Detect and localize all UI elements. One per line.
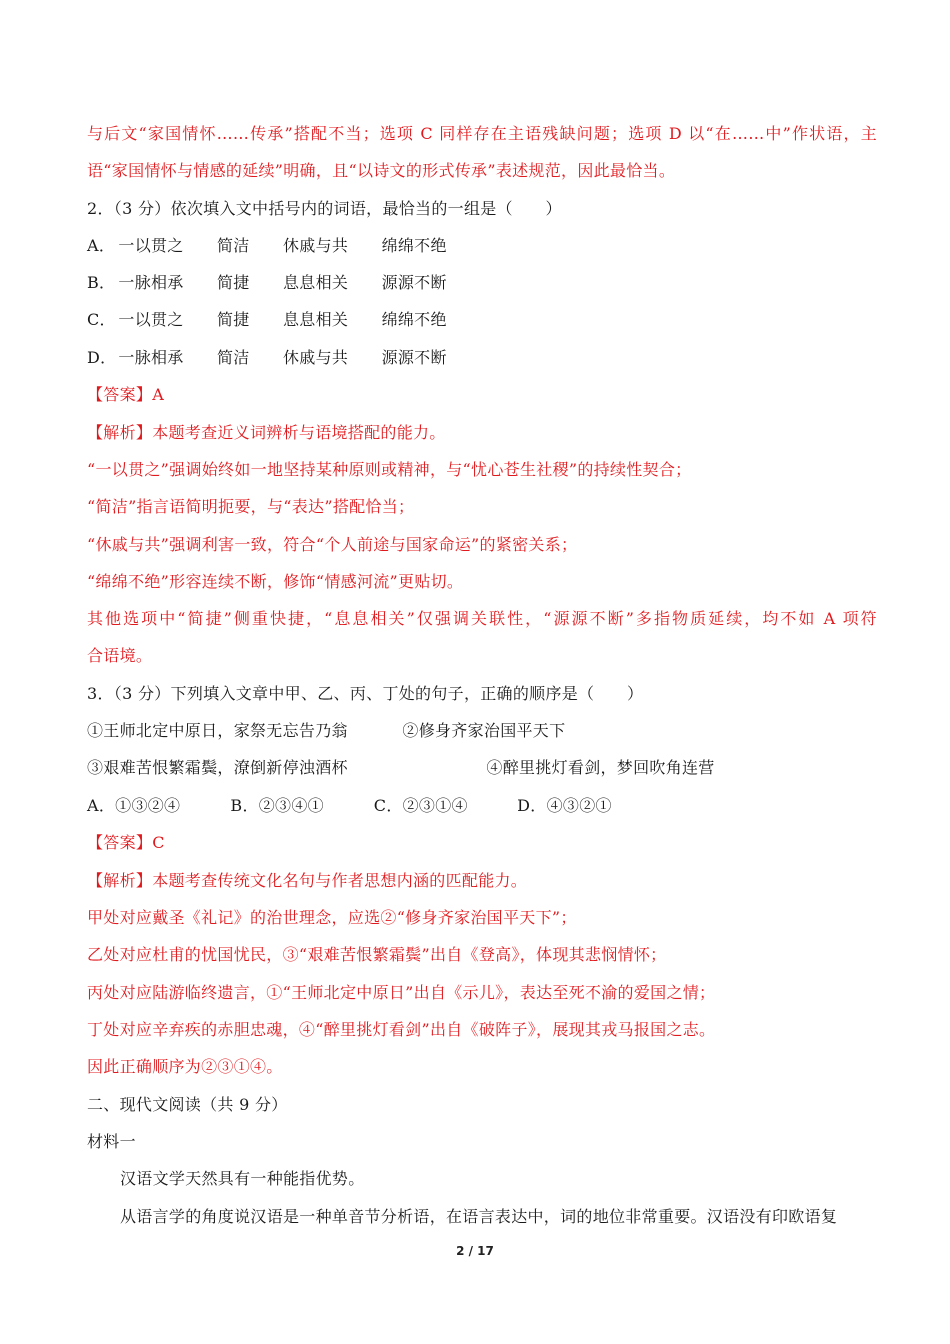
question-3-option-b: B．②③④① [230,796,324,815]
question-3-sentences-row-1 [87,721,877,741]
sentence-3: ③艰难苦恨繁霜鬓，潦倒新停浊酒杯 [87,758,348,777]
question-3-sentences-row-2 [87,758,877,778]
question-3-analysis-line: 乙处对应杜甫的忧国忧民，③“艰难苦恨繁霜鬓”出自《登高》，体现其悲悯情怀； [87,945,667,964]
question-2-option-b: B． 一脉相承 简捷 息息相关 源源不断 [87,273,447,292]
question-2-stem: 2．（3 分）依次填入文中括号内的词语，最恰当的一组是（ ） [87,199,562,218]
question-2-analysis-line: 其他选项中“简捷”侧重快捷，“息息相关”仅强调关联性，“源源不断”多指物质延续，均不如 A 项符 [87,609,877,628]
paragraph: 从语言学的角度说汉语是一种单音节分析语，在语言表达中，词的地位非常重要。汉语没有印欧语复 [120,1207,838,1226]
question-2-analysis-line: “休戚与共”强调利害一致，符合“个人前途与国家命运”的紧密关系； [87,535,578,554]
intro-line-1: 与后文“家国情怀……传承”搭配不当；选项 C 同样存在主语残缺问题；选项 D 以“在……中”作状语，主 [87,124,877,143]
question-3-option-c: C．②③①④ [373,796,468,815]
question-3-option-d: D．④③②① [517,796,612,815]
question-3-answer: 【答案】C [87,833,165,852]
question-2-analysis-line: 合语境。 [87,646,153,665]
section-heading: 二、现代文阅读（共 9 分） [87,1095,288,1114]
question-3-option-a: A．①③②④ [87,796,181,815]
intro-line-2: 语“家国情怀与情感的延续”明确，且“以诗文的形式传承”表述规范，因此最恰当。 [87,161,676,180]
question-2-analysis-line: “简洁”指言语简明扼要，与“表达”搭配恰当； [87,497,415,516]
question-2-option-c: C． 一以贯之 简捷 息息相关 绵绵不绝 [87,310,447,329]
question-2-analysis-line: 【解析】本题考查近义词辨析与语境搭配的能力。 [87,423,446,442]
page-number: 2 / 17 [456,1244,494,1258]
question-2-answer: 【答案】A [87,385,165,404]
question-3-analysis-line: 丙处对应陆游临终遗言，①“王师北定中原日”出自《示儿》，表达至死不渝的爱国之情； [87,983,716,1002]
question-3-analysis-line: 丁处对应辛弃疾的赤胆忠魂，④“醉里挑灯看剑”出自《破阵子》，展现其戎马报国之志。 [87,1020,716,1039]
sentence-2: ②修身齐家治国平天下 [402,721,566,740]
question-3-analysis-line: 因此正确顺序为②③①④。 [87,1057,283,1076]
question-2-option-d: D． 一脉相承 简洁 休戚与共 源源不断 [87,348,447,367]
question-3-analysis-line: 【解析】本题考查传统文化名句与作者思想内涵的匹配能力。 [87,871,528,890]
question-2-option-a: A． 一以贯之 简洁 休戚与共 绵绵不绝 [87,236,447,255]
sentence-4: ④醉里挑灯看剑，梦回吹角连营 [486,758,715,777]
paragraph: 汉语文学天然具有一种能指优势。 [120,1169,365,1188]
sentence-1: ①王师北定中原日，家祭无忘告乃翁 [87,721,348,740]
question-3-options [87,796,877,816]
question-2-analysis-line: “绵绵不绝”形容连续不断，修饰“情感河流”更贴切。 [87,572,464,591]
question-3-analysis-line: 甲处对应戴圣《礼记》的治世理念，应选②“修身齐家治国平天下”； [87,908,577,927]
material-label: 材料一 [87,1132,136,1151]
question-2-analysis-line: “一以贯之”强调始终如一地坚持某种原则或精神，与“忧心苍生社稷”的持续性契合； [87,460,692,479]
question-3-stem: 3．（3 分）下列填入文章中甲、乙、丙、丁处的句子，正确的顺序是（ ） [87,684,644,703]
